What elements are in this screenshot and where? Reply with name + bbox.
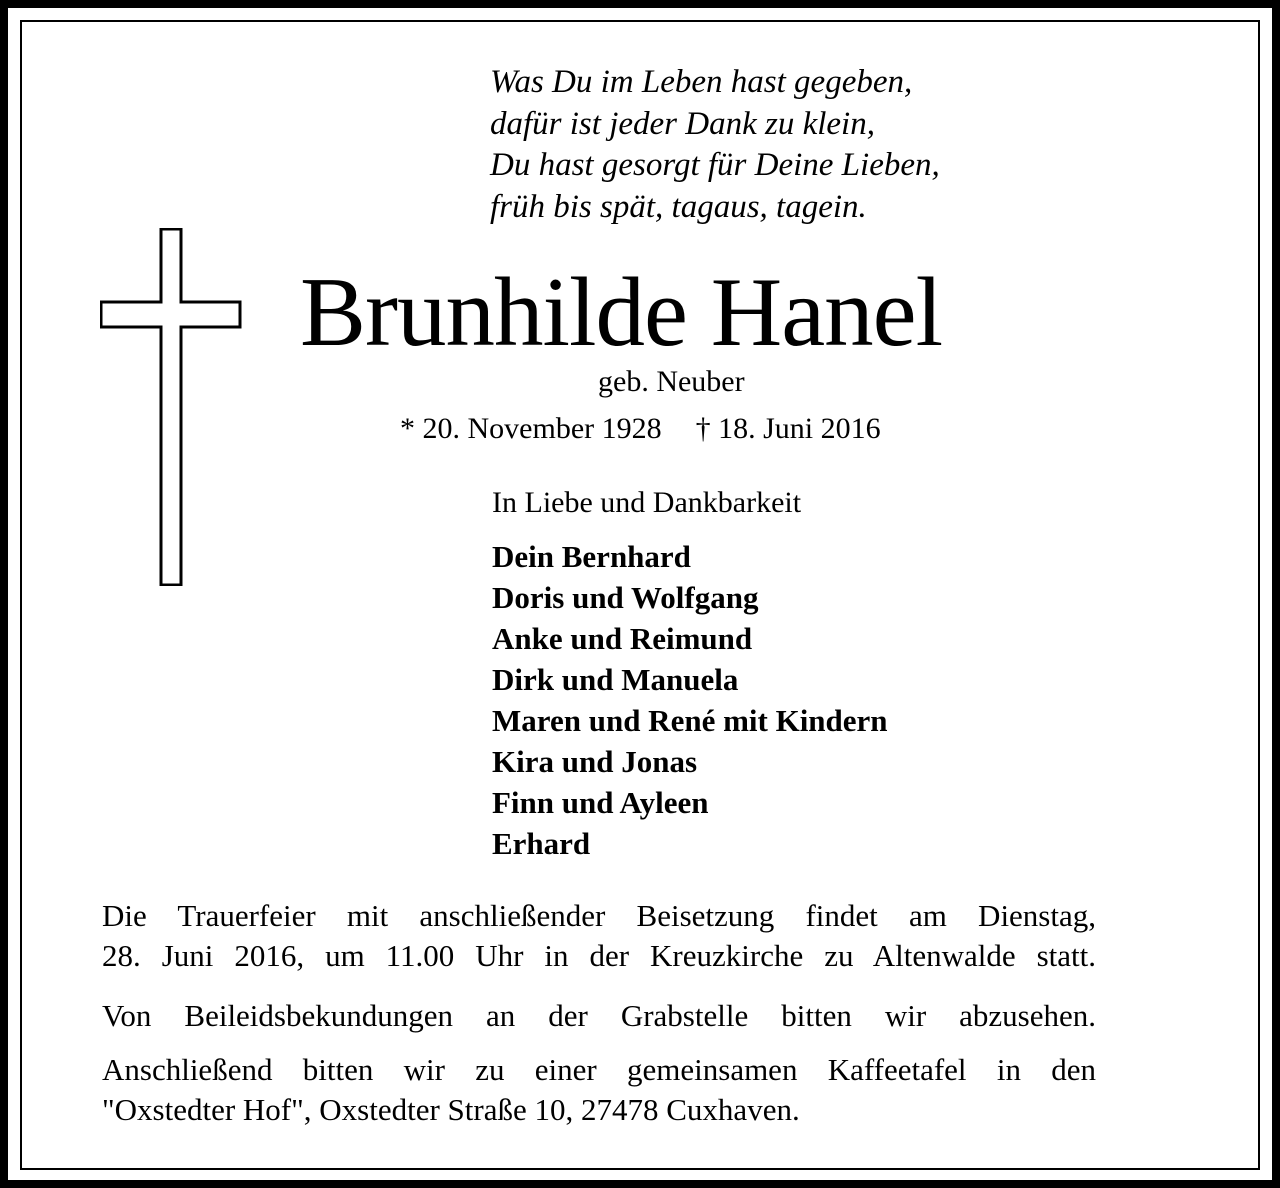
poem-line: dafür ist jeder Dank zu klein, — [490, 105, 875, 142]
mourner-name: Doris und Wolfgang — [492, 580, 759, 615]
birth-name: geb. Neuber — [598, 365, 745, 398]
condolence-notice — [102, 996, 1096, 1036]
mourner-name: Maren und René mit Kindern — [492, 703, 888, 738]
funeral-notice — [102, 896, 1096, 976]
mourner-name: Erhard — [492, 826, 591, 861]
deceased-name: Brunhilde Hanel — [300, 258, 943, 367]
mourner-name: Finn und Ayleen — [492, 785, 709, 820]
coffee-notice — [102, 1050, 1096, 1130]
memorial-poem — [490, 62, 940, 228]
poem-line: früh bis spät, tagaus, tagein. — [490, 188, 867, 225]
funeral-notice-line: 28. Juni 2016, um 11.00 Uhr in der Kreuzkirche zu Altenwalde statt. — [102, 938, 1096, 973]
mourner-name: Anke und Reimund — [492, 621, 753, 656]
poem-line: Was Du im Leben hast gegeben, — [490, 64, 913, 100]
birth-date: * 20. November 1928 — [400, 412, 662, 445]
mourner-name: Kira und Jonas — [492, 744, 698, 779]
poem-line: Du hast gesorgt für Deine Lieben, — [490, 147, 940, 183]
mourner-name: Dein Bernhard — [492, 539, 691, 574]
funeral-notice-line: Die Trauerfeier mit anschließender Beisetzung findet am Dienstag, — [102, 898, 1096, 933]
mourners-list — [492, 536, 888, 864]
dedication-line: In Liebe und Dankbarkeit — [492, 486, 802, 519]
coffee-notice-line: Anschließend bitten wir zu einer gemeinsamen Kaffeetafel in den — [102, 1052, 1096, 1087]
life-dates — [400, 410, 881, 448]
cross-icon — [100, 228, 242, 586]
coffee-notice-line: "Oxstedter Hof", Oxstedter Straße 10, 27478 Cuxhaven. — [102, 1092, 800, 1127]
condolence-notice-line: Von Beileidsbekundungen an der Grabstelle bitten wir abzusehen. — [102, 998, 1096, 1033]
death-date: † 18. Juni 2016 — [695, 412, 881, 445]
mourner-name: Dirk und Manuela — [492, 662, 739, 697]
